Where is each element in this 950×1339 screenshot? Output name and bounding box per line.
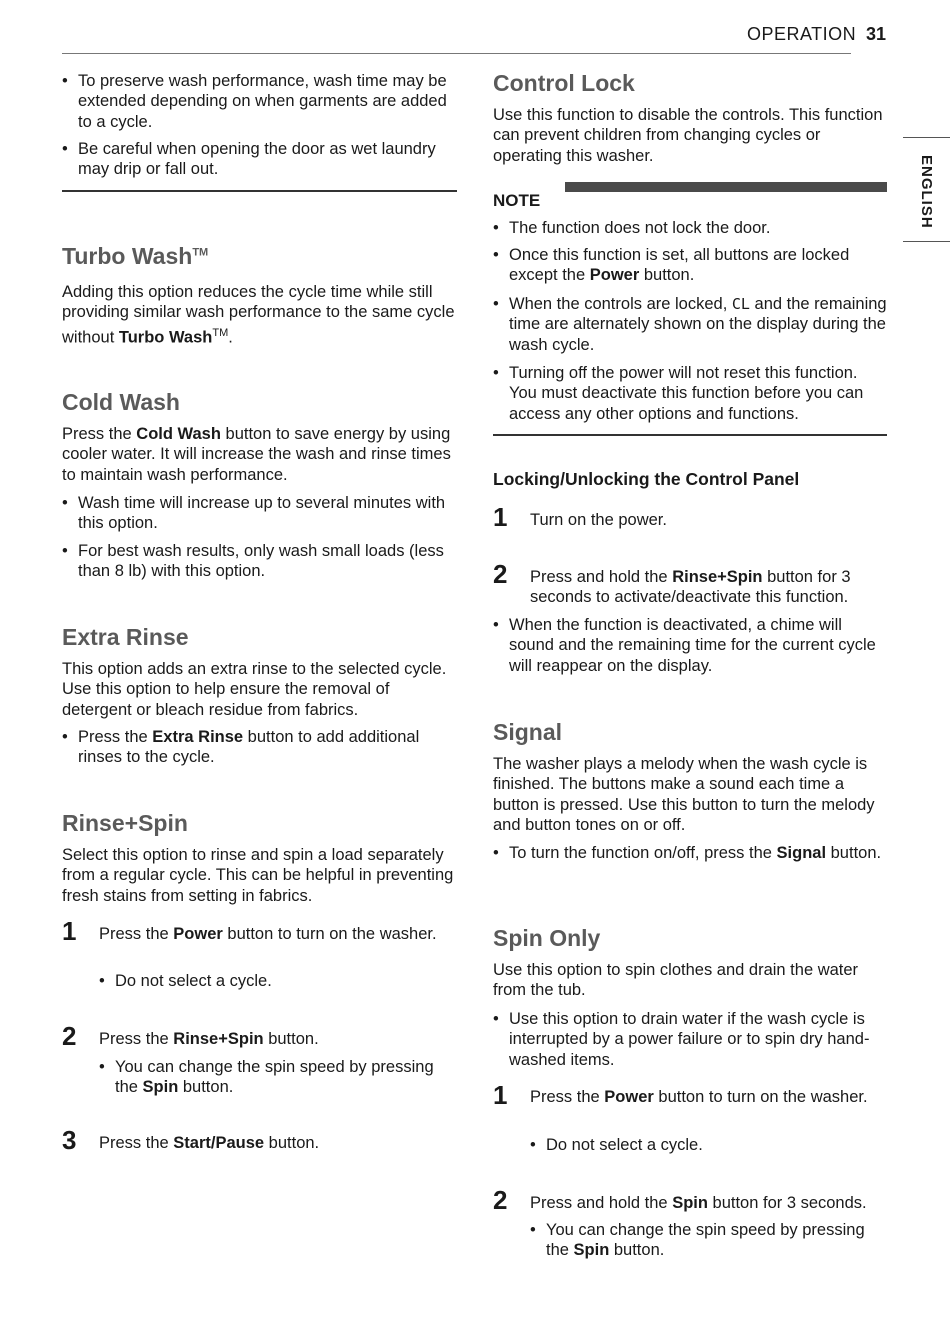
side-tab-bottom-rule <box>903 241 950 242</box>
bullet-text: You can change the spin speed by pressing the Spin button. <box>546 1221 865 1260</box>
step-number: 2 <box>62 1021 77 1051</box>
step-text: Turn on the power. <box>530 511 667 529</box>
bullet-text: To preserve wash performance, wash time may be extended depending on when garments are added to a cycle. <box>78 72 447 131</box>
side-tab-top-rule <box>903 137 950 138</box>
signal-body: The washer plays a melody when the wash cycle is finished. The buttons make a sound each time a button is pressed. Use this button to turn the melody and button tones on or off. <box>493 755 875 834</box>
note-label: NOTE <box>493 191 541 210</box>
bullet-text: You can change the spin speed by pressing the Spin button. <box>115 1058 434 1097</box>
control-lock-body: Use this function to disable the controls. This function can prevent children from changing cycles or operating this washer. <box>493 106 883 165</box>
cl-display-code: CL <box>731 295 750 313</box>
step-number: 1 <box>62 916 77 946</box>
step-text: Press the Power button to turn on the washer. <box>99 925 437 943</box>
step-number: 1 <box>493 502 508 532</box>
step-text: Press the Power button to turn on the washer. <box>530 1088 868 1106</box>
bullet-text: Be careful when opening the door as wet laundry may drip or fall out. <box>78 140 436 179</box>
section-divider <box>62 190 457 192</box>
cold-wash-heading: Cold Wash <box>62 389 180 415</box>
bullet-text: To turn the function on/off, press the Signal button. <box>509 844 882 862</box>
rinse-spin-body: Select this option to rinse and spin a load separately from a regular cycle. This can be helpful in preventing fresh stains from setting in fabrics. <box>62 846 454 905</box>
spin-only-body: Use this option to spin clothes and drain the water from the tub. <box>493 961 859 1000</box>
extra-rinse-heading: Extra Rinse <box>62 624 189 650</box>
step-number: 2 <box>493 1185 508 1215</box>
extra-rinse-body: This option adds an extra rinse to the selected cycle. Use this option to help ensure the removal of detergent or bleach residue from fabrics. <box>62 660 447 719</box>
turbo-wash-heading: Turbo Wash™ <box>62 243 209 269</box>
step-number: 3 <box>62 1125 77 1155</box>
bullet-text: When the controls are locked, CL and the remaining time are alternately shown on the display during the wash cycle. <box>509 295 887 354</box>
step-number: 1 <box>493 1080 508 1110</box>
bullet-text: The function does not lock the door. <box>509 219 771 237</box>
turbo-wash-body: Adding this option reduces the cycle time while still providing similar wash performance to the same cycle without Turbo Wash™. <box>62 283 455 347</box>
step-number: 2 <box>493 559 508 589</box>
bullet-text: Press the Extra Rinse button to add additional rinses to the cycle. <box>78 728 420 767</box>
step-text: Press the Rinse+Spin button. <box>99 1030 319 1048</box>
bullet-text: When the function is deactivated, a chime will sound and the remaining time for the current cycle will reappear on the display. <box>509 616 876 675</box>
bullet-text: Wash time will increase up to several minutes with this option. <box>78 494 446 533</box>
section-title: OPERATION <box>747 24 857 44</box>
step-text: Press and hold the Spin button for 3 seconds. <box>530 1194 867 1212</box>
spin-only-heading: Spin Only <box>493 925 601 951</box>
note-bar <box>565 182 887 192</box>
cold-wash-body: Press the Cold Wash button to save energy by using cooler water. It will increase the wash and rinse times to maintain wash performance. <box>62 425 451 484</box>
bullet-text: Use this option to drain water if the wash cycle is interrupted by a power failure or to spin dry hand-washed items. <box>509 1010 870 1069</box>
page-number: 31 <box>866 24 887 44</box>
note-bottom-rule <box>493 434 887 436</box>
bullet-text: For best wash results, only wash small loads (less than 8 lb) with this option. <box>78 542 444 581</box>
step-text: Press and hold the Rinse+Spin button for 3 seconds to activate/deactivate this function. <box>530 568 851 607</box>
header-rule <box>62 53 851 54</box>
bullet-text: Turning off the power will not reset this function. You must deactivate this function before you can access any other options and functions. <box>509 364 864 423</box>
bullet-text: Do not select a cycle. <box>115 972 272 990</box>
signal-heading: Signal <box>493 719 563 745</box>
rinse-spin-heading: Rinse+Spin <box>62 810 188 836</box>
step-text: Press the Start/Pause button. <box>99 1134 320 1152</box>
control-lock-heading: Control Lock <box>493 70 635 96</box>
locking-subheading: Locking/Unlocking the Control Panel <box>493 469 800 489</box>
bullet-text: Once this function is set, all buttons are locked except the Power button. <box>509 246 850 285</box>
language-tab: ENGLISH <box>918 155 935 229</box>
bullet-text: Do not select a cycle. <box>546 1136 703 1154</box>
